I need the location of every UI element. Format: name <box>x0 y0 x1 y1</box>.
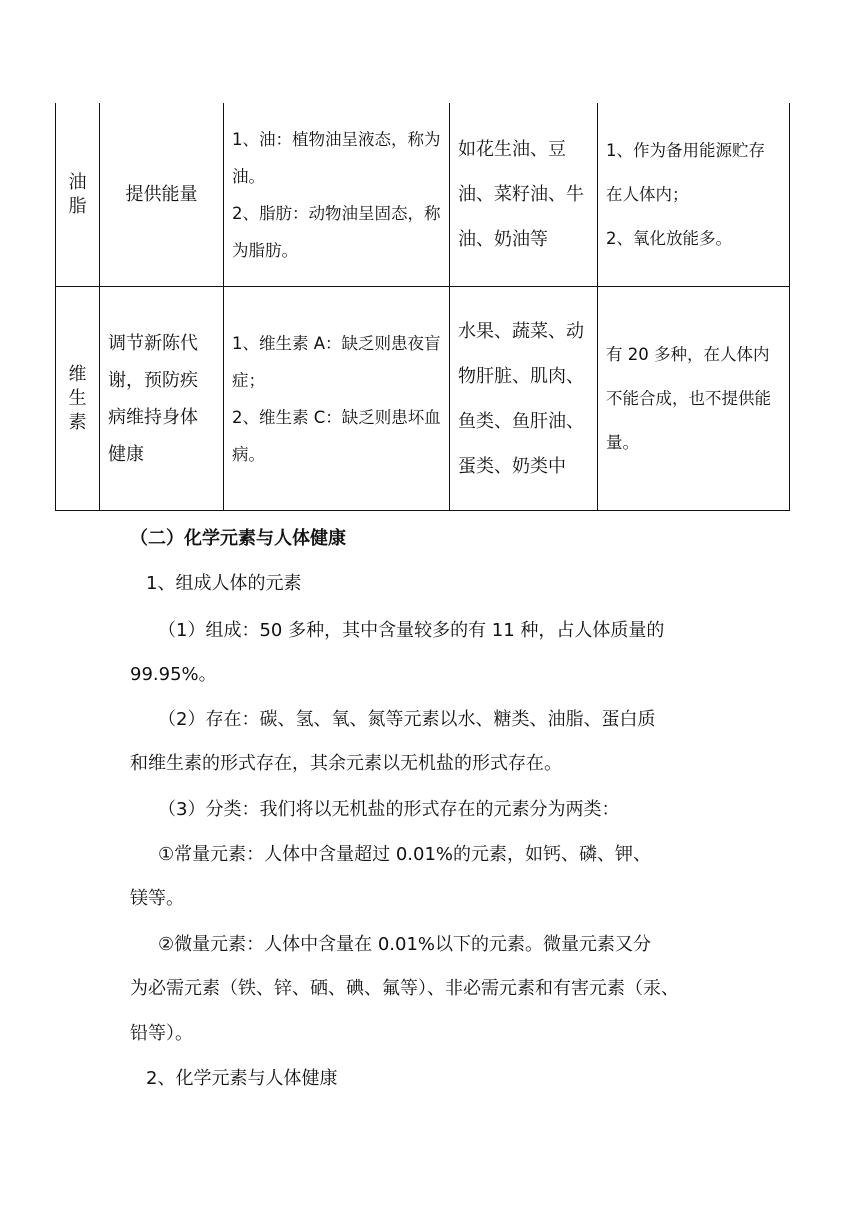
table-row <box>56 287 790 511</box>
description-item: 2、维生素 C：缺乏则患坏血病。 <box>232 407 441 464</box>
notes-cell: 有 20 多种，在人体内不能合成，也不提供能量。 <box>598 287 790 511</box>
paragraph-line: 99.95%。 <box>130 664 217 685</box>
description-cell <box>224 103 450 287</box>
function-cell: 调节新陈代谢，预防疾病维持身体健康 <box>100 287 224 511</box>
nutrient-name: 油脂 <box>68 171 87 217</box>
subsection-title: 2、化学元素与人体健康 <box>146 1068 338 1089</box>
paragraph-line: （3）分类：我们将以无机盐的形式存在的元素分为两类： <box>158 799 620 820</box>
sources-cell: 水果、蔬菜、动物肝脏、肌肉、鱼类、鱼肝油、蛋类、奶类中 <box>450 287 598 511</box>
paragraph-line: 和维生素的形式存在，其余元素以无机盐的形式存在。 <box>130 753 562 774</box>
subsection-title: 1、组成人体的元素 <box>146 573 302 594</box>
paragraph-line: 镁等。 <box>130 888 184 909</box>
note-item: 2、氧化放能多。 <box>606 228 732 248</box>
nutrient-name-cell <box>56 103 100 287</box>
nutrient-name-cell <box>56 287 100 511</box>
description-item: 1、维生素 A：缺乏则患夜盲症； <box>232 333 441 390</box>
paragraph-line: 为必需元素（铁、锌、硒、碘、氟等）、非必需元素和有害元素（汞、 <box>130 978 679 999</box>
sources-cell: 如花生油、豆油、菜籽油、牛油、奶油等 <box>450 103 598 287</box>
nutrient-name: 维生素 <box>68 363 87 433</box>
notes-cell <box>598 103 790 287</box>
paragraph-line: ①常量元素：人体中含量超过 0.01%的元素，如钙、磷、钾、 <box>158 844 652 865</box>
paragraph-line: （2）存在：碳、氢、氧、氮等元素以水、糖类、油脂、蛋白质 <box>158 709 656 730</box>
paragraph-line: 铅等）。 <box>130 1023 193 1044</box>
nutrient-table <box>55 103 790 511</box>
paragraph-line: （1）组成：50 多种，其中含量较多的有 11 种，占人体质量的 <box>158 620 665 641</box>
note-item: 1、作为备用能源贮存在人体内； <box>606 140 765 204</box>
description-cell <box>224 287 450 511</box>
section-heading: （二）化学元素与人体健康 <box>130 528 346 549</box>
function-cell: 提供能量 <box>100 103 224 287</box>
table-row <box>56 103 790 287</box>
paragraph-line: ②微量元素：人体中含量在 0.01%以下的元素。微量元素又分 <box>158 934 652 955</box>
description-item: 2、脂肪：动物油呈固态，称为脂肪。 <box>232 203 441 260</box>
description-item: 1、油：植物油呈液态，称为油。 <box>232 129 441 186</box>
